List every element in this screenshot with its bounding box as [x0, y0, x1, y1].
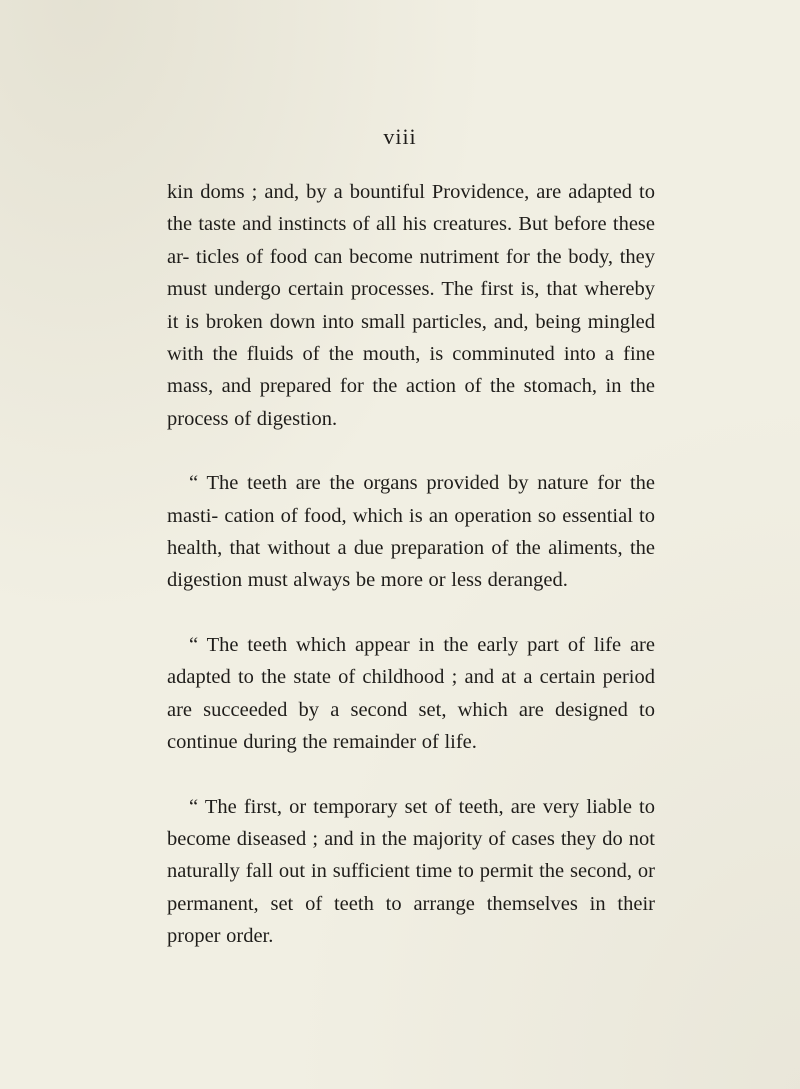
paragraph-2: “ The teeth are the organs provided by nature for the masti- cation of food, which is an operation so essential to health, that without a due preparation of the aliments, the digestion must always be more or less deranged.	[167, 472, 655, 592]
paragraph-1: kin doms ; and, by a bountiful Providence, are adapted to the taste and instincts of all his creatures. But before these ar- ticles of food can become nutriment for the body, they must undergo certain processes. The first is, that whereby it is broken down into small particles, and, being mingled with the fluids of the mouth, is comminuted into a fine mass, and prepared for the action of the stomach, in the process of digestion.	[167, 181, 655, 430]
page-number: viii	[383, 124, 417, 149]
paragraph-4: “ The first, or temporary set of teeth, are very liable to become diseased ; and in the majority of cases they do not naturally fall out in sufficient time to permit the second, or permanent, set of teeth to arrange themselves in their proper order.	[167, 795, 655, 948]
body-text	[167, 176, 655, 953]
paragraph-3: “ The teeth which appear in the early part of life are adapted to the state of childhood ; and at a certain period are succeeded by a second set, which are designed to continue during the remainder of life.	[167, 633, 655, 754]
